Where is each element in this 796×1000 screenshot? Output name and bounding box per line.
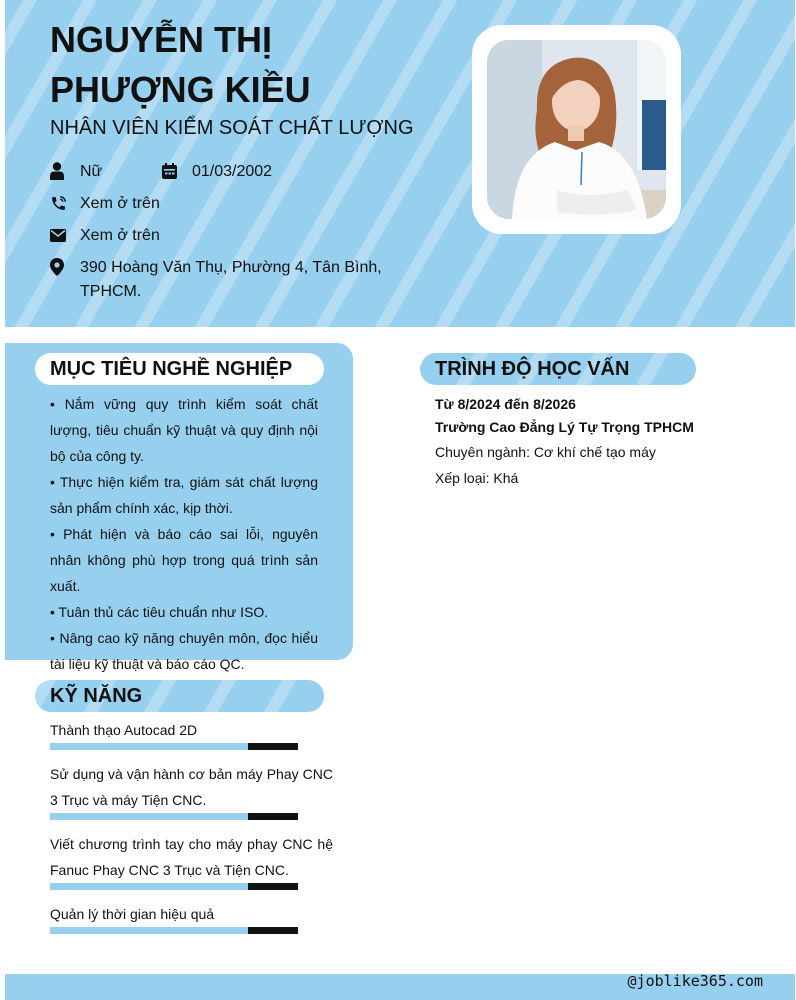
gender-value: Nữ [80,163,103,180]
skill-level-fill [50,927,248,934]
skill-level-bar [50,743,298,750]
skill-level-fill [50,743,248,750]
email-value: Xem ở trên [80,227,160,244]
education-grade: Xếp loại: Khá [435,470,519,486]
gender-row [50,160,102,184]
career-objective-title: MỤC TIÊU NGHỀ NGHIỆP [35,353,324,385]
profile-photo [487,40,666,219]
objective-item: • Nâng cao kỹ năng chuyên môn, đọc hiểu tài liệu kỹ thuật và báo cáo QC. [50,630,318,672]
birth-date-value: 01/03/2002 [192,163,273,180]
email-row [50,224,160,248]
skills-title: KỸ NĂNG [35,680,324,712]
skill-level-bar [50,813,298,820]
map-pin-icon [50,256,80,278]
candidate-name: NGUYỄN THỊ PHƯỢNG KIỀU [50,19,311,110]
birth-date-row [162,160,272,184]
education-title: TRÌNH ĐỘ HỌC VẤN [420,353,696,385]
career-objective-text [50,391,318,677]
phone-row [50,192,160,216]
education-major: Chuyên ngành: Cơ khí chế tạo máy [435,444,656,460]
user-icon [50,160,80,182]
objective-item: • Tuân thủ các tiêu chuẩn như ISO. [50,604,269,620]
skill-level-bar [50,927,298,934]
skill-level-fill [50,883,248,890]
phone-value: Xem ở trên [80,195,160,212]
calendar-icon [162,160,192,182]
skill-label: Viết chương trình tay cho máy phay CNC hệ Fanuc Phay CNC 3 Trục và Tiện CNC. [50,836,333,878]
phone-icon [50,192,80,214]
envelope-icon [50,224,80,246]
objective-item: • Thực hiện kiểm tra, giám sát chất lượng sản phẩm chính xác, kịp thời. [50,474,318,516]
address-row [50,256,390,304]
education-period: Từ 8/2024 đến 8/2026 [435,396,576,412]
address-value: 390 Hoàng Văn Thụ, Phường 4, Tân Bình, TPHCM. [80,259,382,300]
footer-band [5,974,795,1000]
objective-item: • Phát hiện và báo cáo sai lỗi, nguyên nhân không phù hợp trong quá trình sản xuất. [50,526,318,594]
skill-level-bar [50,883,298,890]
skill-label: Sử dụng và vận hành cơ bản máy Phay CNC 3 Trục và máy Tiện CNC. [50,766,333,808]
education-school: Trường Cao Đẳng Lý Tự Trọng TPHCM [435,419,694,435]
skill-level-fill [50,813,248,820]
watermark: @joblike365.com [627,972,763,990]
objective-item: • Nắm vững quy trình kiểm soát chất lượng, tiêu chuẩn kỹ thuật và quy định nội bộ của công ty. [50,396,318,464]
skill-label: Quản lý thời gian hiệu quả [50,906,215,922]
profile-photo-frame [472,25,681,234]
skill-label: Thành thạo Autocad 2D [50,722,198,738]
cv-header [5,0,795,327]
job-title: NHÂN VIÊN KIỂM SOÁT CHẤT LƯỢNG [50,117,414,139]
